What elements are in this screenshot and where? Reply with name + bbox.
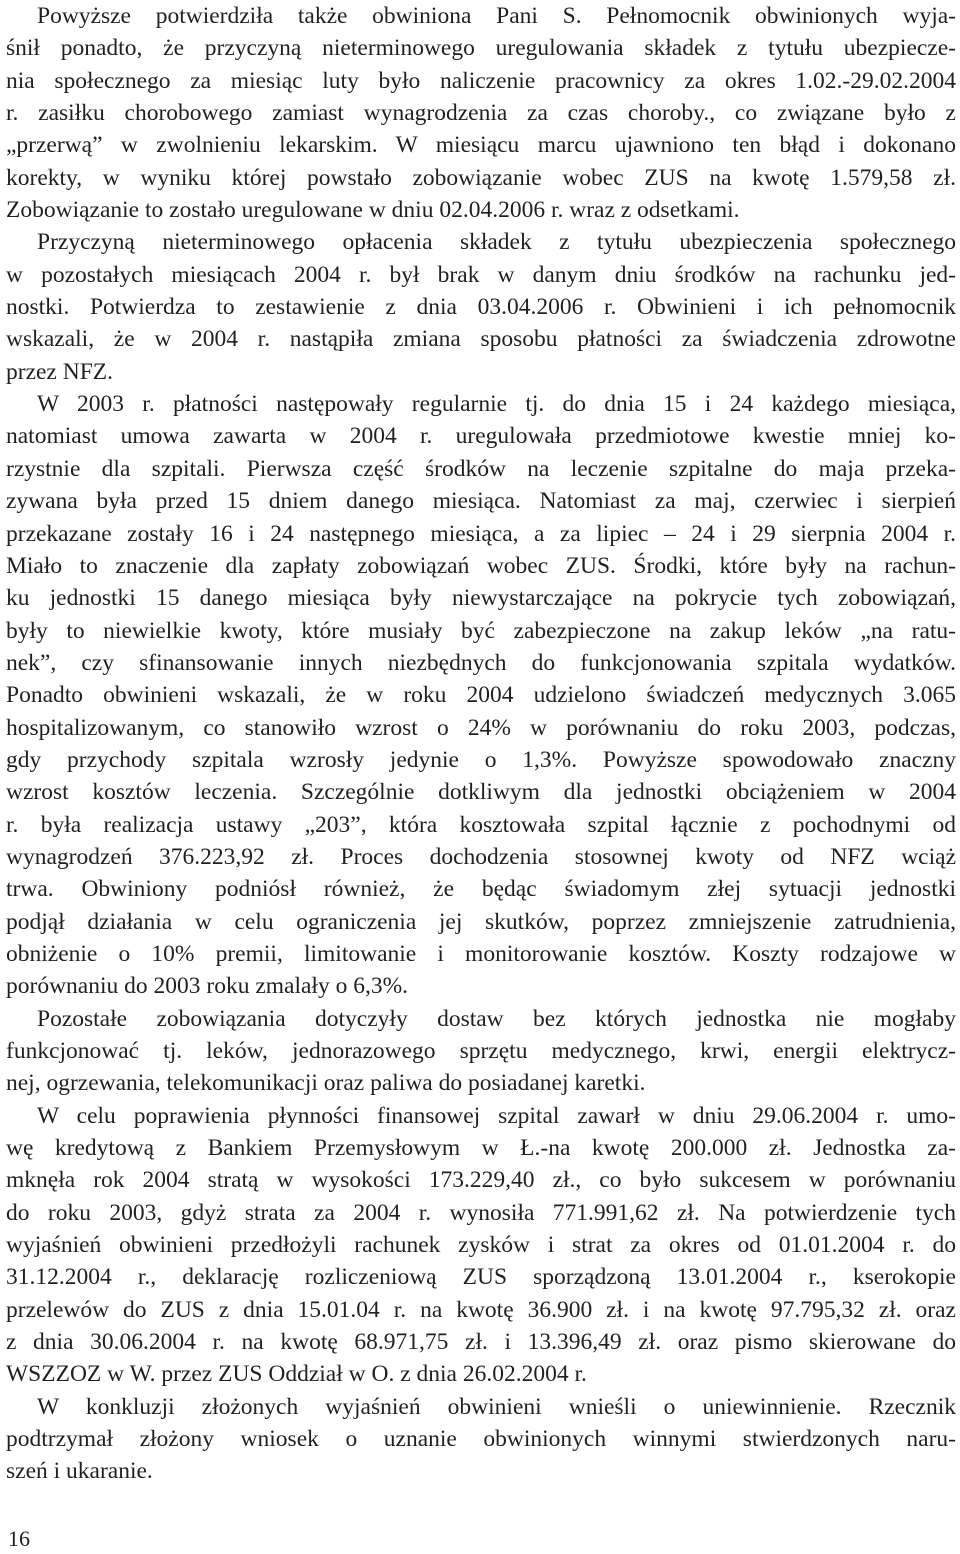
text-line: korekty, w wyniku której powstało zobowiązanie wobec ZUS na kwotę 1.579,58 zł.: [6, 164, 956, 191]
text-line: funkcjonować tj. leków, jednorazowego sprzętu medycznego, krwi, energii elektrycz-: [6, 1038, 956, 1064]
text-line: były to niewielkie kwoty, które musiały być zabezpieczone na zakup leków „na ratu-: [6, 617, 956, 644]
text-line: WSZZOZ w W. przez ZUS Oddział w O. z dnia 26.02.2004 r.: [6, 1361, 587, 1388]
text-line: z dnia 30.06.2004 r. na kwotę 68.971,75 zł. i 13.396,49 zł. oraz pismo skierowane do: [6, 1329, 956, 1356]
text-line: Ponadto obwinieni wskazali, że w roku 2004 udzielono świadczeń medycznych 3.065: [6, 682, 956, 709]
text-line: trwa. Obwiniony podniósł również, że będąc świadomym złej sytuacji jednostki: [6, 876, 956, 903]
text-line: wyjaśnień obwinieni przedłożyli rachunek zysków i strat za okres od 01.01.2004 r. do: [6, 1232, 956, 1259]
text-line: gdy przychody szpitala wzrosły jedynie o 1,3%. Powyższe spowodowało znaczny: [6, 746, 956, 773]
text-line: Miało to znaczenie dla zapłaty zobowiązań wobec ZUS. Środki, które były na rachun-: [6, 552, 956, 579]
text-line: 31.12.2004 r., deklarację rozliczeniową ZUS sporządzoną 13.01.2004 r., kserokopie: [6, 1264, 956, 1291]
text-line: hospitalizowanym, co stanowiło wzrost o 24% w porównaniu do roku 2003, podczas,: [6, 714, 956, 741]
page-number: 16: [8, 1526, 30, 1551]
text-line: obniżenie o 10% premii, limitowanie i monitorowanie kosztów. Koszty rodzajowe w: [6, 940, 956, 967]
text-line: w pozostałych miesiącach 2004 r. był brak w danym dniu środków na rachunku jed-: [6, 261, 956, 288]
text-line: wzrost kosztów leczenia. Szczególnie dotkliwym dla jednostki obciążeniem w 2004: [6, 779, 956, 806]
text-line: Powyższe potwierdziła także obwiniona Pani S. Pełnomocnik obwinionych wyja-: [37, 3, 956, 29]
text-line: ku jednostki 15 danego miesiąca były niewystarczające na pokrycie tych zobowiązań,: [6, 585, 956, 612]
text-line: podjął działania w celu ograniczenia jej skutków, poprzez zmniejszenie zatrudnienia,: [6, 908, 956, 935]
text-line: przez NFZ.: [6, 358, 114, 385]
text-line: W konkluzji złożonych wyjaśnień obwinieni wnieśli o uniewinnienie. Rzecznik: [37, 1393, 956, 1420]
text-line: Zobowiązanie to zostało uregulowane w dniu 02.04.2006 r. wraz z odsetkami.: [6, 197, 740, 224]
text-line: rzystnie dla szpitali. Pierwsza część środków na leczenie szpitalne do maja przeka-: [6, 455, 956, 482]
text-line: zywana była przed 15 dniem danego miesiąca. Natomiast za maj, czerwiec i sierpień: [6, 488, 956, 515]
text-line: przekazane zostały 16 i 24 następnego miesiąca, a za lipiec – 24 i 29 sierpnia 2004 r.: [6, 520, 956, 547]
text-line: śnił ponadto, że przyczyną nieterminowego uregulowania składek z tytułu ubezpiecze-: [6, 35, 956, 62]
text-line: nostki. Potwierdza to zestawienie z dnia 03.04.2006 r. Obwinieni i ich pełnomocnik: [6, 294, 956, 321]
text-line: nek”, czy sfinansowanie innych niezbędnych do funkcjonowania szpitala wydatków.: [6, 649, 956, 676]
text-line: porównaniu do 2003 roku zmalały o 6,3%.: [6, 973, 409, 1000]
text-line: wę kredytową z Bankiem Przemysłowym w Ł.-na kwotę 200.000 zł. Jednostka za-: [6, 1135, 956, 1162]
document-body: [6, 0, 956, 1488]
text-line: Przyczyną nieterminowego opłacenia składek z tytułu ubezpieczenia społecznego: [37, 229, 956, 256]
text-line: W 2003 r. płatności następowały regularnie tj. do dnia 15 i 24 każdego miesiąca,: [37, 391, 956, 418]
text-line: mknęła rok 2004 stratą w wysokości 173.229,40 zł., co było sukcesem w porównaniu: [6, 1167, 956, 1194]
text-line: nia społecznego za miesiąc luty było naliczenie pracownicy za okres 1.02.-29.02.2004: [6, 67, 956, 94]
text-line: przelewów do ZUS z dnia 15.01.04 r. na kwotę 36.900 zł. i na kwotę 97.795,32 zł. oraz: [6, 1296, 956, 1323]
text-line: wynagrodzeń 376.223,92 zł. Proces dochodzenia stosownej kwoty od NFZ wciąż: [6, 843, 956, 870]
text-line: natomiast umowa zawarta w 2004 r. uregulowała przedmiotowe kwestie mniej ko-: [6, 423, 956, 450]
text-line: wskazali, że w 2004 r. nastąpiła zmiana sposobu płatności za świadczenia zdrowotne: [6, 326, 956, 353]
text-line: nej, ogrzewania, telekomunikacji oraz paliwa do posiadanej karetki.: [6, 1070, 646, 1097]
text-line: podtrzymał złożony wniosek o uznanie obwinionych winnymi stwierdzonych naru-: [6, 1426, 956, 1453]
text-line: r. była realizacja ustawy „203”, która kosztowała szpital łącznie z pochodnymi od: [6, 811, 956, 838]
text-line: „przerwą” w zwolnieniu lekarskim. W miesiącu marcu ujawniono ten błąd i dokonano: [6, 132, 956, 159]
text-line: Pozostałe zobowiązania dotyczyły dostaw bez których jednostka nie mogłaby: [37, 1005, 956, 1032]
text-line: r. zasiłku chorobowego zamiast wynagrodzenia za czas choroby., co związane było z: [6, 100, 956, 127]
text-line: szeń i ukaranie.: [6, 1458, 153, 1485]
text-line: do roku 2003, gdyż strata za 2004 r. wynosiła 771.991,62 zł. Na potwierdzenie tych: [6, 1199, 956, 1226]
text-line: W celu poprawienia płynności finansowej szpital zawarł w dniu 29.06.2004 r. umo-: [37, 1102, 956, 1129]
